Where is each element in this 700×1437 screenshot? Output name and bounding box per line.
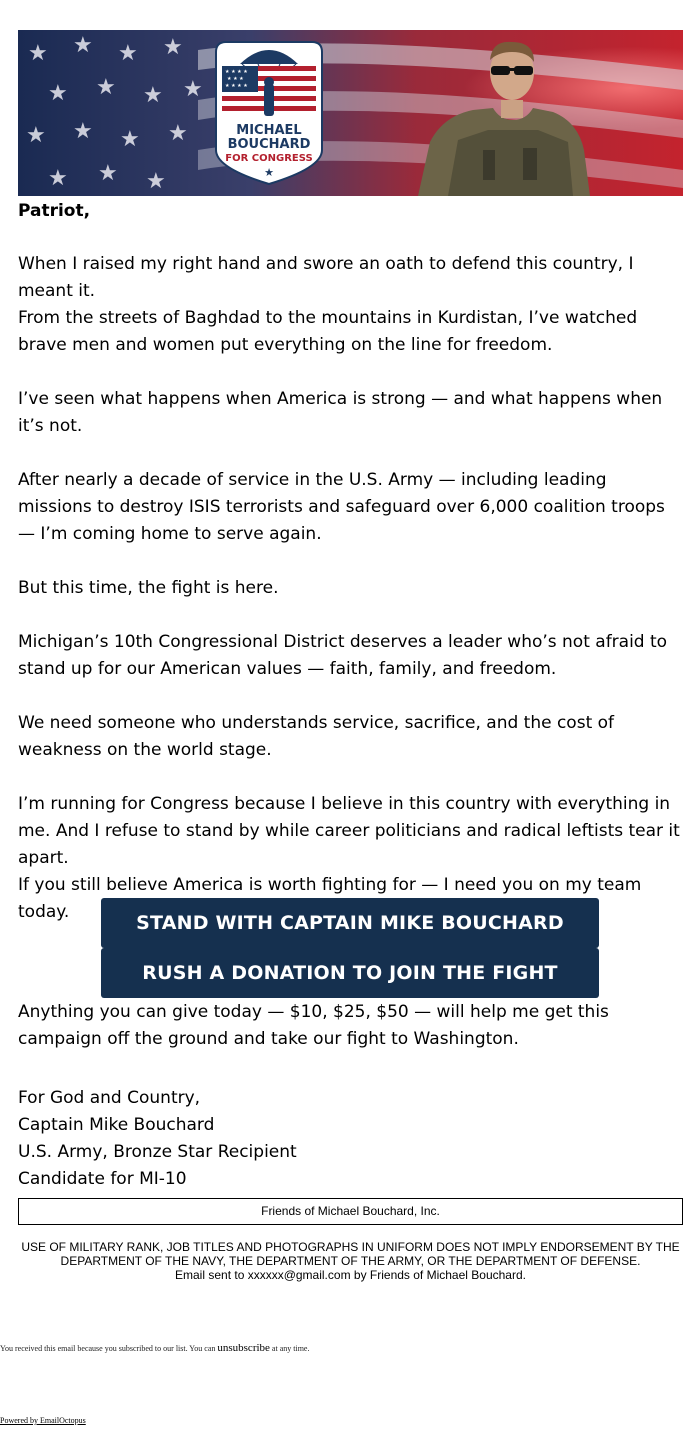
logo-name-first: MICHAEL [236, 123, 302, 138]
svg-text:★ ★ ★ ★: ★ ★ ★ ★ [225, 83, 248, 89]
powered-by-link[interactable]: Powered by EmailOctopus [0, 1416, 86, 1425]
svg-text:★: ★ [98, 161, 118, 186]
signature-line: For God and Country, [18, 1088, 201, 1108]
svg-text:★: ★ [73, 119, 93, 144]
banner-image [18, 30, 683, 196]
svg-text:★: ★ [73, 33, 93, 58]
logo-tagline: FOR CONGRESS [225, 153, 313, 164]
paragraph-7: We need someone who understands service, sacrifice, and the cost of weakness on the world stage. [18, 713, 615, 760]
disclaimer [18, 1240, 683, 1282]
paragraph-4: After nearly a decade of service in the U.S. Army — including leading missions to destroy ISIS terrorists and safeguard over 6,000 coalition troops — I’m coming home to serve again. [18, 470, 665, 544]
unsubscribe-suffix: at any time. [271, 1344, 310, 1353]
signature-block [18, 1085, 297, 1193]
svg-text:★: ★ [48, 81, 68, 106]
unsubscribe-notice [0, 1342, 309, 1354]
svg-text:★: ★ [48, 166, 68, 191]
svg-text:★: ★ [143, 83, 163, 108]
paragraph-8: I’m running for Congress because I believe in this country with everything in me. And I refuse to stand by while career politicians and radical leftists tear it apart. [18, 794, 680, 868]
logo-name-last: BOUCHARD [227, 137, 311, 152]
salutation: Patriot, [18, 201, 91, 221]
svg-text:★: ★ [26, 123, 46, 148]
svg-text:★: ★ [118, 41, 138, 66]
svg-text:★ ★ ★ ★: ★ ★ ★ ★ [225, 69, 248, 75]
paragraph-5: But this time, the fight is here. [18, 578, 279, 598]
stand-with-button[interactable]: STAND WITH CAPTAIN MIKE BOUCHARD [101, 898, 599, 948]
svg-text:★ ★ ★: ★ ★ ★ [227, 76, 244, 82]
svg-text:★: ★ [146, 169, 166, 194]
signature-line: Captain Mike Bouchard [18, 1115, 215, 1135]
header-banner [18, 30, 683, 196]
svg-text:★: ★ [96, 75, 116, 100]
campaign-logo [216, 42, 322, 184]
paragraph-3: I’ve seen what happens when America is strong — and what happens when it’s not. [18, 389, 663, 436]
unsubscribe-link[interactable]: unsubscribe [217, 1342, 270, 1354]
svg-text:★: ★ [183, 77, 203, 102]
svg-text:★: ★ [120, 127, 140, 152]
paragraph-1: When I raised my right hand and swore an oath to defend this country, I meant it. [18, 254, 634, 301]
paragraph-after-cta: Anything you can give today — $10, $25, $50 — will help me get this campaign off the ground and take our fight to Washington. [18, 1002, 609, 1049]
svg-text:★: ★ [168, 121, 188, 146]
donate-button[interactable]: RUSH A DONATION TO JOIN THE FIGHT [101, 948, 599, 998]
military-disclaimer: USE OF MILITARY RANK, JOB TITLES AND PHOTOGRAPHS IN UNIFORM DOES NOT IMPLY ENDORSEMENT BY THE DEPARTMENT OF THE NAVY, THE DEPARTMENT OF THE ARMY, OR THE DEPARTMENT OF DEFENSE. [21, 1240, 680, 1268]
svg-text:★: ★ [163, 35, 183, 60]
paragraph-6: Michigan’s 10th Congressional District deserves a leader who’s not afraid to stand up for our American values — faith, family, and freedom. [18, 632, 668, 679]
star-icon: ★ [264, 166, 274, 179]
paragraph-9: If you still believe America is worth fighting for — I need you on my team today. [18, 875, 642, 922]
unsubscribe-prefix: You received this email because you subscribed to our list. You can [0, 1344, 216, 1353]
signature-line: U.S. Army, Bronze Star Recipient [18, 1142, 297, 1162]
signature-line: Candidate for MI-10 [18, 1169, 187, 1189]
svg-text:★: ★ [28, 41, 48, 66]
sent-to-line: Email sent to xxxxxx@gmail.com by Friends of Michael Bouchard. [175, 1268, 526, 1282]
paid-for-box: Friends of Michael Bouchard, Inc. [18, 1198, 683, 1225]
paragraph-2: From the streets of Baghdad to the mountains in Kurdistan, I’ve watched brave men and women put everything on the line for freedom. [18, 308, 638, 355]
